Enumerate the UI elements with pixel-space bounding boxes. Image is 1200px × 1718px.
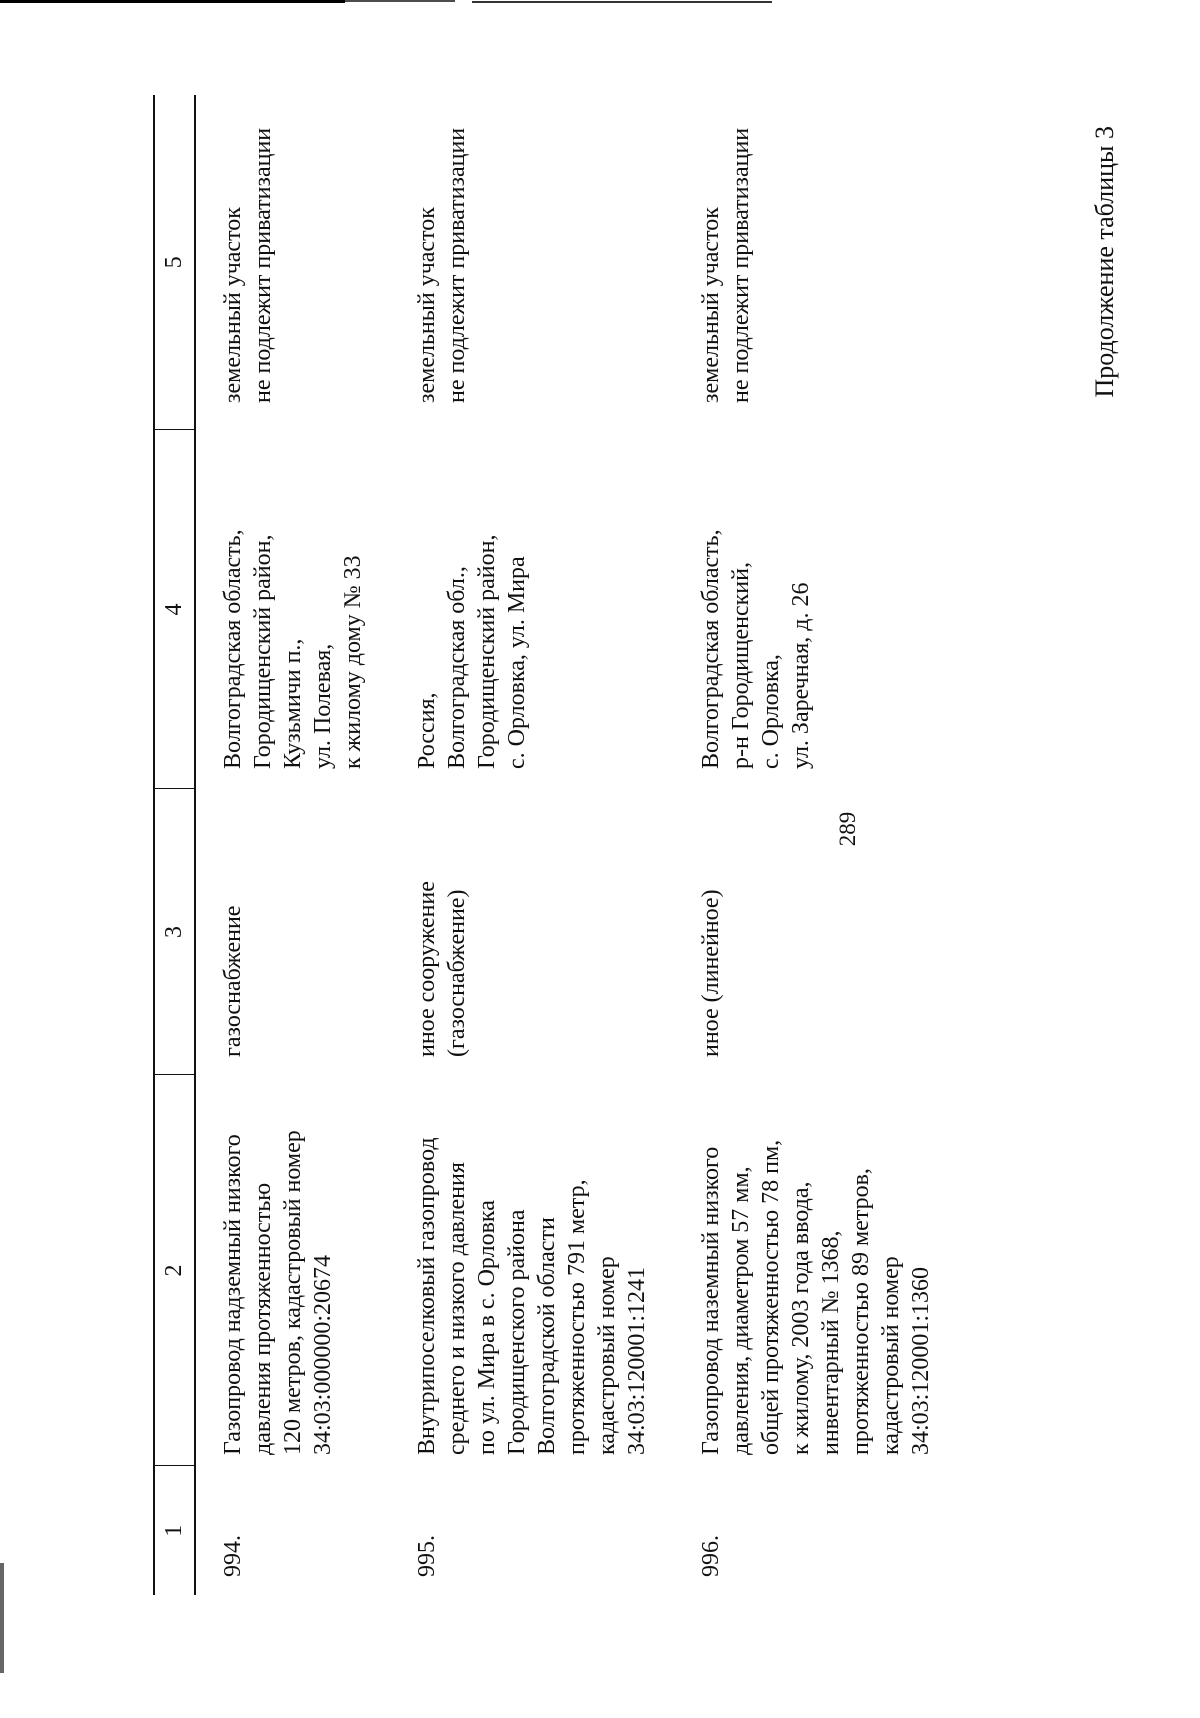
row-number: 996.	[698, 1535, 724, 1577]
property-register-table	[153, 95, 958, 1595]
object-address: Волгоградская область, р-н Городищенский, с. Орловка, ул. Заречная, д. 26	[698, 529, 814, 769]
object-purpose: газоснабжение	[220, 905, 246, 1057]
object-address: Россия, Волгоградская обл., Городищенский район, с. Орловка, ул. Мира	[414, 534, 530, 769]
object-address: Волгоградская область, Городищенский район, Кузьмичи п., ул. Полевая, к жилому дому № 33	[220, 529, 366, 769]
column-header-4: 4	[154, 430, 195, 789]
table-continuation-label: Продолжение таблицы 3	[1090, 126, 1119, 398]
object-purpose: иное (линейное)	[698, 889, 724, 1057]
table-row	[390, 95, 674, 1595]
land-status: земельный участок не подлежит приватизации	[220, 127, 276, 403]
object-description: Внутрипоселковый газопровод среднего и низкого давления по ул. Мира в с. Орловка Городищенского района Волгоградской области протяженностью 791 метр, кадастровый номер 34:03:120001:1241	[414, 1137, 650, 1455]
column-header-2: 2	[154, 1075, 195, 1466]
column-header-3: 3	[154, 789, 195, 1075]
column-header-1: 1	[154, 1466, 195, 1595]
land-status: земельный участок не подлежит приватизации	[698, 127, 754, 403]
land-status: земельный участок не подлежит приватизации	[414, 127, 470, 403]
object-description: Газопровод надземный низкого давления протяженностью 120 метров, кадастровый номер 34:03:000000:20674	[220, 1130, 336, 1455]
column-number-row	[154, 95, 195, 1595]
object-description: Газопровод наземный низкого давления, диаметром 57 мм, общей протяженностью 78 пм, к жилому, 2003 года ввода, инвентарный № 1368, протяженностью 89 метров, кадастровый номер 34:03:120001:1360	[698, 1139, 934, 1455]
column-header-5: 5	[154, 95, 195, 430]
table-row	[195, 95, 390, 1595]
row-number: 994.	[220, 1535, 246, 1577]
row-number: 995.	[414, 1535, 440, 1577]
object-purpose: иное сооружение (газоснабжение)	[414, 881, 470, 1057]
page-number: 289	[835, 811, 860, 847]
table-row	[674, 95, 958, 1595]
